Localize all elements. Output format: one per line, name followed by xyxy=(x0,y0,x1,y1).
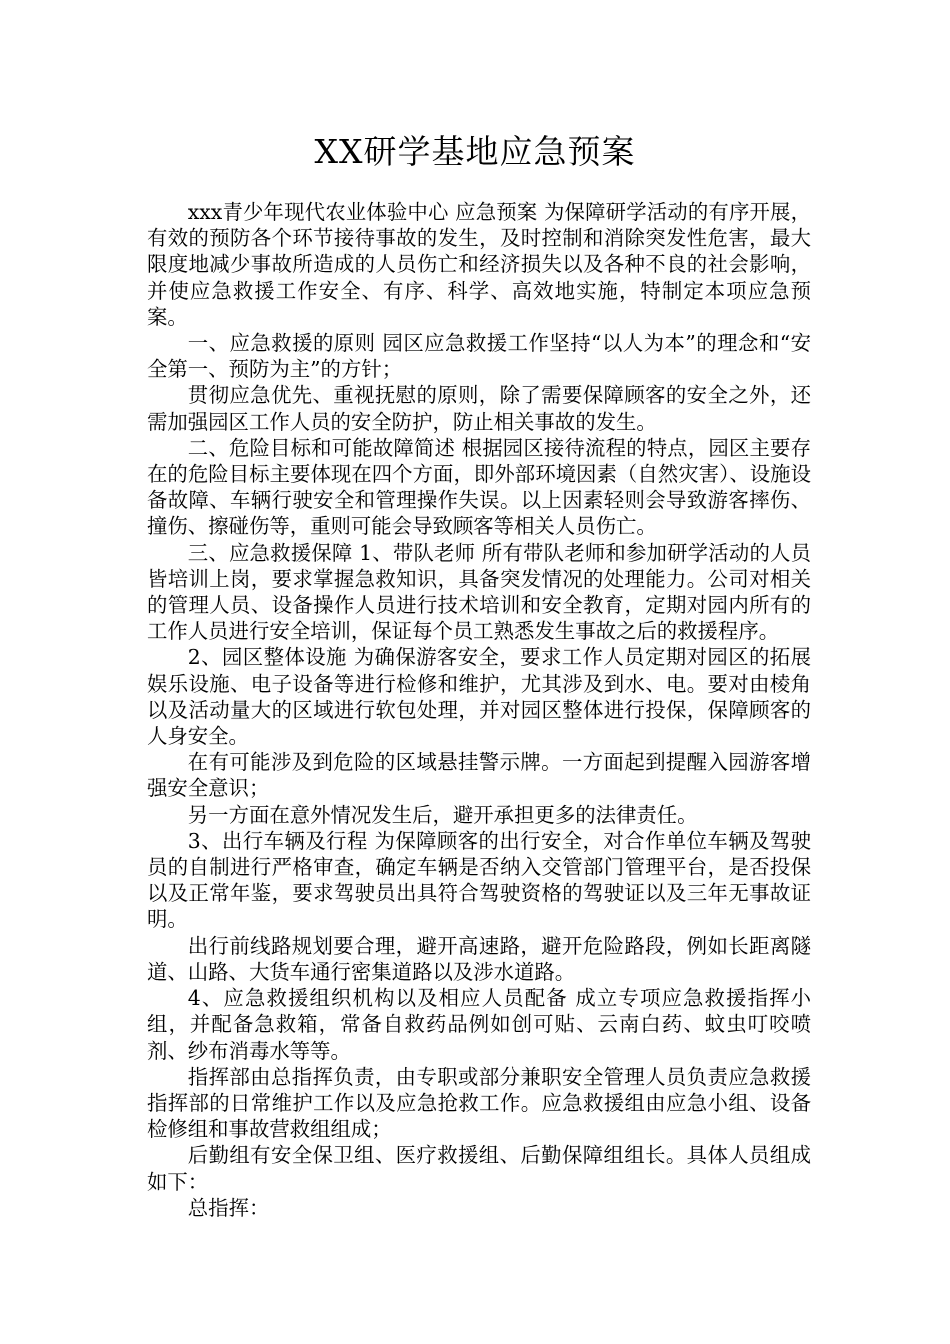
paragraph-commander: 总指挥： xyxy=(187,1195,270,1220)
document-body xyxy=(147,199,811,1221)
paragraph-section-2-hazards: 二、危险目标和可能故障简述 根据园区接待流程的特点，园区主要存在的危险目标主要体现在四个方面，即外部环境因素（自然灾害）、设施设备故障、车辆行驶安全和管理操作失误。以上因素轻则会导致游客摔伤、撞伤、擦碰伤等，重则可能会导致顾客等相关人员伤亡。 xyxy=(147,435,811,539)
paragraph-logistics-group: 后勤组有安全保卫组、医疗救援组、后勤保障组组长。具体人员组成如下： xyxy=(147,1143,811,1194)
paragraph-route-planning: 出行前线路规划要合理，避开高速路，避开危险路段，例如长距离隧道、山路、大货车通行密集道路以及涉水道路。 xyxy=(147,933,811,984)
document-title: XX研学基地应急预案 xyxy=(314,132,636,171)
paragraph-warning-signs: 在有可能涉及到危险的区域悬挂警示牌。一方面起到提醒入园游客增强安全意识； xyxy=(147,750,811,801)
paragraph-section-3-teachers: 三、应急救援保障 1、带队老师 所有带队老师和参加研学活动的人员皆培训上岗，要求掌握急救知识，具备突发情况的处理能力。公司对相关的管理人员、设备操作人员进行技术培训和安全教育，定期对园内所有的工作人员进行安全培训，保证每个员工熟悉发生事故之后的救援程序。 xyxy=(147,540,811,644)
paragraph-legal-liability: 另一方面在意外情况发生后，避开承担更多的法律责任。 xyxy=(187,802,698,827)
paragraph-command-center: 指挥部由总指挥负责，由专职或部分兼职安全管理人员负责应急救援指挥部的日常维护工作以及应急抢救工作。应急救援组由应急小组、设备检修组和事故营救组组成； xyxy=(147,1064,811,1142)
paragraph-section-1-principle: 一、应急救援的原则 园区应急救援工作坚持“以人为本”的理念和“安全第一、预防为主”的方针； xyxy=(147,331,811,382)
paragraph-section-1-detail: 贯彻应急优先、重视抚慰的原则，除了需要保障顾客的安全之外，还需加强园区工作人员的安全防护，防止相关事故的发生。 xyxy=(147,383,811,434)
paragraph-section-3-facilities: 2、园区整体设施 为确保游客安全，要求工作人员定期对园区的拓展娱乐设施、电子设备等进行检修和维护，尤其涉及到水、电。要对由棱角以及活动量大的区域进行软包处理，并对园区整体进行投保，保障顾客的人身安全。 xyxy=(147,645,811,749)
paragraph-intro: xxx青少年现代农业体验中心 应急预案 为保障研学活动的有序开展，有效的预防各个环节接待事故的发生，及时控制和消除突发性危害，最大限度地减少事故所造成的人员伤亡和经济损失以及各种不良的社会影响，并使应急救援工作安全、有序、科学、高效地实施，特制定本项应急预案。 xyxy=(147,200,811,329)
paragraph-section-4-organization: 4、应急救援组织机构以及相应人员配备 成立专项应急救援指挥小组，并配备急救箱，常备自救药品例如创可贴、云南白药、蚊虫叮咬喷剂、纱布消毒水等等。 xyxy=(147,986,811,1063)
paragraph-section-3-vehicles: 3、出行车辆及行程 为保障顾客的出行安全，对合作单位车辆及驾驶员的自制进行严格审查，确定车辆是否纳入交管部门管理平台，是否投保以及正常年鉴，要求驾驶员出具符合驾驶资格的驾驶证以及三年无事故证明。 xyxy=(147,828,811,932)
